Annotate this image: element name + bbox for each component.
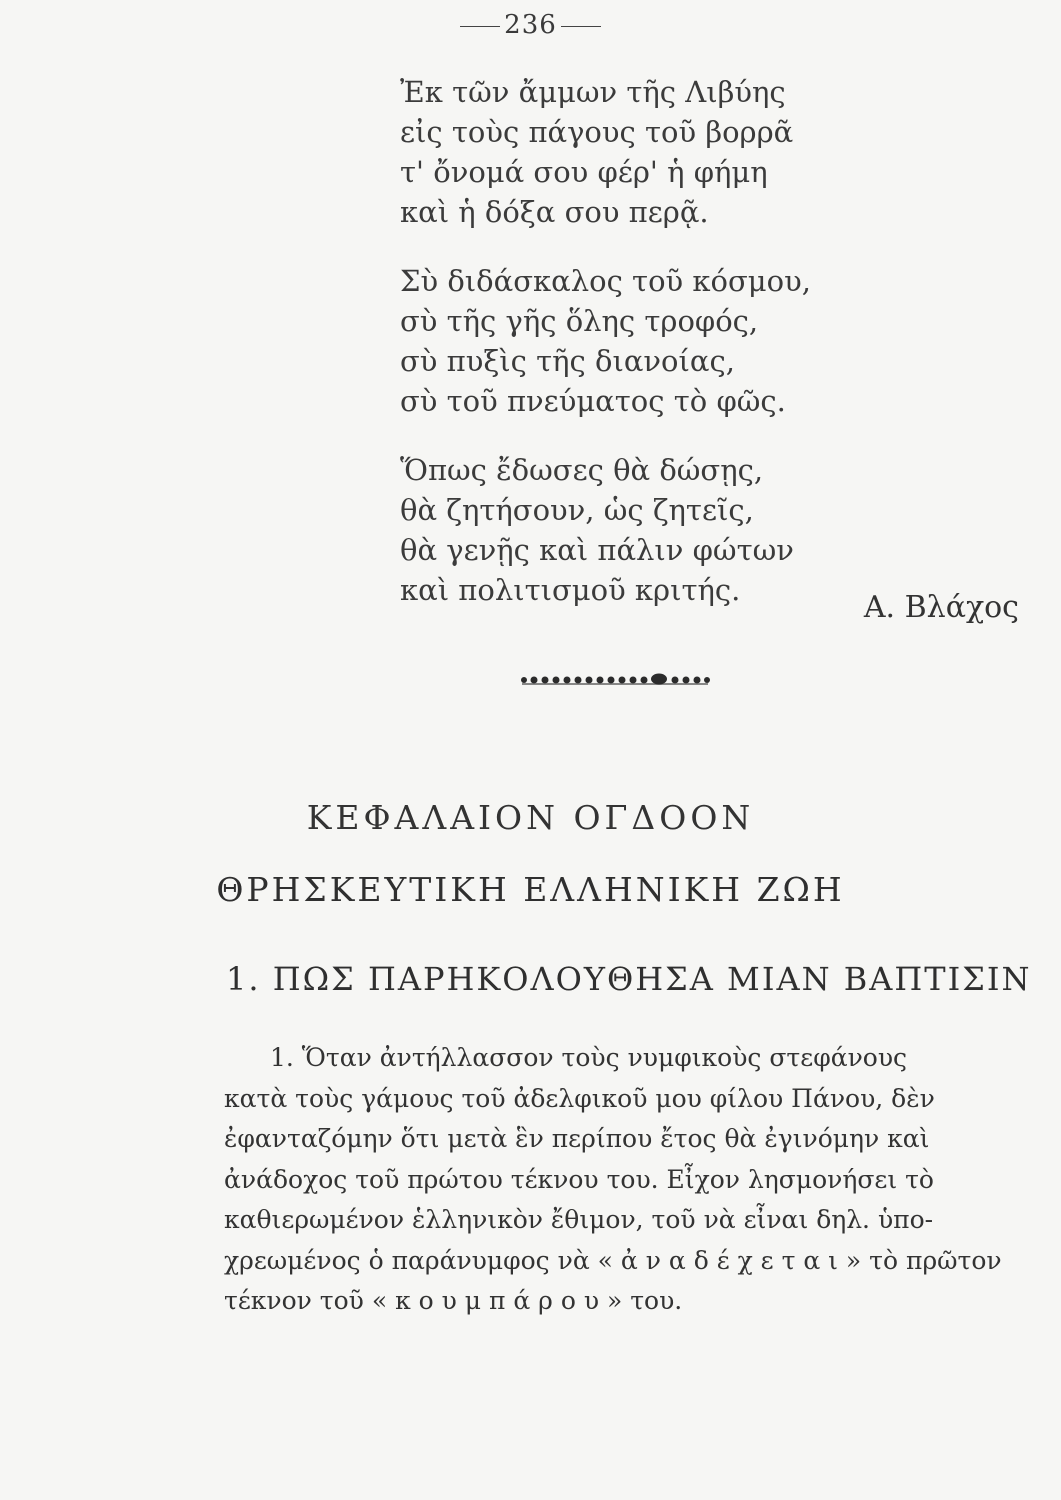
paragraph-line-text: χρεωμένος ὁ παράνυμφος νὰ « ἀ ν α δ έ χ ε τ α ι » τὸ πρῶτον [224,1245,1002,1275]
page-number-text: 236 [504,10,557,40]
paragraph-line-text: κατὰ τοὺς γάμους τοῦ ἀδελφικοῦ μου φίλου Πάνου, δὲν [224,1083,935,1113]
page-number-dash-left [460,26,500,27]
paragraph-line [224,1038,1014,1079]
paragraph-line [224,1160,1014,1201]
poem-line: τ' ὄνομά σου φέρ' ἡ φήμη [400,155,768,189]
poem-line: Ἐκ τῶν ἄμμων τῆς Λιβύης [400,75,786,109]
section-heading: 1. ΠΩΣ ΠΑΡΗΚΟΛΟΥΘΗΣΑ ΜΙΑΝ ΒΑΠΤΙΣΙΝ [226,960,1032,998]
poem-line: Σὺ διδάσκαλος τοῦ κόσμου, [400,264,811,298]
paragraph-line [224,1241,1014,1282]
paragraph-line [224,1119,1014,1160]
poem-stanza-1 [400,72,860,232]
paragraph-line-text: ἐφανταζόμην ὅτι μετὰ ἓν περίπου ἔτος θὰ ἐγινόμην καὶ [224,1124,930,1153]
poem-line: καὶ ἡ δόξα σου περᾷ. [400,195,709,229]
poem-line: σὺ πυξὶς τῆς διανοίας, [400,344,735,378]
page-number-dash-right [561,26,601,27]
poem-line: θὰ ζητήσουν, ὡς ζητεῖς, [400,493,754,527]
poem [400,72,860,639]
poem-line: Ὅπως ἔδωσες θὰ δώσῃς, [400,453,764,487]
paragraph-line-text: 1. Ὅταν ἀντήλλασσον τοὺς νυμφικοὺς στεφάνους [270,1043,908,1072]
poem-line: εἰς τοὺς πάγους τοῦ βορρᾶ [400,115,794,149]
poem-stanza-2 [400,261,860,421]
poem-line: θὰ γενῇς καὶ πάλιν φώτων [400,533,794,567]
paragraph-line-text: καθιερωμένον ἑλληνικὸν ἔθιμον, τοῦ νὰ εἶναι δηλ. ὑπο- [224,1205,934,1234]
paragraph-line [224,1281,1014,1322]
paragraph-line-text: ἀνάδοχος τοῦ πρώτου τέκνου του. Εἶχον λησμονήσει τὸ [224,1164,934,1194]
poem-line: σὺ τοῦ πνεύματος τὸ φῶς. [400,384,786,418]
paragraph-line-text: τέκνον τοῦ « κ ο υ μ π ά ρ ο υ » του. [224,1286,683,1315]
paragraph-line [224,1079,1014,1120]
poem-author: Α. Βλάχος [863,590,1019,625]
poem-stanza-3 [400,450,860,610]
poem-line: καὶ πολιτισμοῦ κριτής. [400,573,741,607]
poem-line: σὺ τῆς γῆς ὅλης τροφός, [400,304,759,338]
page-number [0,10,1061,40]
ornamental-divider-icon [518,668,712,692]
chapter-title: ΘΡΗΣΚΕΥΤΙΚΗ ΕΛΛΗΝΙΚΗ ΖΩΗ [216,870,845,909]
section-paragraph [224,1038,1014,1322]
paragraph-line [224,1200,1014,1241]
chapter-label: ΚΕΦΑΛΑΙΟΝ ΟΓΔΟΟΝ [306,798,755,837]
